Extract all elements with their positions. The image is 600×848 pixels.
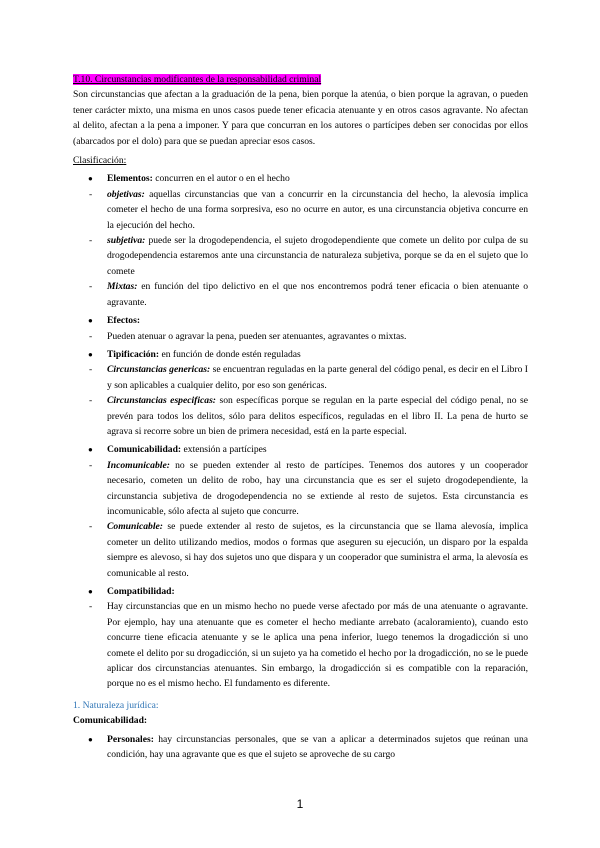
dash-icon: - [89, 601, 93, 613]
list-item [73, 458, 528, 520]
item-term: Comunicabilidad: [107, 444, 182, 456]
dash-icon: - [89, 330, 93, 342]
list-item [73, 442, 528, 457]
list-item [73, 584, 528, 599]
bullet-icon: ● [88, 174, 93, 184]
dash-icon: - [89, 188, 93, 200]
intro-paragraph: Son circunstancias que afectan a la graduación de la pena, bien porque la atenúa, o bien porque la agravan, o pueden tener carácter mixto, una misma en unos casos puede tener eficacia atenuante y en otros casos agravante. No afectan al delito, afectan a la pena a imponer. Y para que concurran en los autores o partícipes deben ser conocidas por ellos (abarcados por el dolo) para que se puedan apreciar esos casos. [73, 89, 528, 147]
item-term: Elementos: [107, 173, 153, 185]
item-text: no se pueden extender al resto de partícipes. Tenemos dos autores y un cooperador necesario, cometen un delito de robo, hay una circunstancia que es ser el sujeto drogodependiente, la circunstancia subjetiva de drogodependencia no se extiende al resto de sujetos. Esta circunstancia es incomunicable, sólo afecta al sujeto que concurre. [107, 459, 528, 517]
clasificacion-heading: Clasificación: [73, 155, 127, 167]
dash-icon: - [89, 395, 93, 407]
item-term: subjetiva: [107, 235, 146, 247]
page-number: 1 [296, 797, 304, 811]
list-item [73, 362, 528, 393]
list-item [73, 347, 528, 362]
dash-icon: - [89, 235, 93, 247]
list-item [73, 171, 528, 186]
bullet-icon: ● [88, 587, 93, 596]
item-term: Compatibilidad: [107, 586, 175, 597]
item-term: Circunstancias genericas: [107, 364, 211, 376]
classification-list [73, 171, 528, 691]
item-term: Efectos: [107, 315, 141, 327]
item-term: Incomunicable: [107, 459, 170, 471]
item-term: Personales: [107, 733, 154, 745]
item-text: en función del tipo delictivo en el que nos encontremos podrá tener eficacia o bien atenuante o agravante. [107, 281, 528, 308]
sub-heading: Comunicabilidad: [73, 715, 148, 727]
item-text: son específicas porque se regulan en la parte especial del código penal, no se prevén para todos los delitos, sólo para delitos específicos, reguladas en el libro II. La pena de hurto se agrava si recorre sobre un bien de primera necesidad, está en la parte especial. [107, 395, 528, 437]
item-text: Pueden atenuar o agravar la pena, pueden ser atenuantes, agravantes o mixtas. [107, 330, 407, 342]
item-term: objetivas: [107, 188, 145, 200]
bullet-icon: ● [88, 349, 93, 359]
list-item [73, 233, 528, 279]
list-item [73, 393, 528, 439]
bullet-icon: ● [88, 734, 93, 744]
item-text: en función de donde estén reguladas [159, 348, 301, 360]
dash-icon: - [89, 459, 93, 471]
bullet-icon: ● [88, 445, 93, 455]
item-text: se puede extender al resto de sujetos, es la circunstancia que se llama alevosía, implica cometer un delito utilizando medios, modos o formas que aseguren su ejecución, un disparo por la espalda siempre es alevoso, si hay dos sujetos uno que dispara y un cooperador que suministra el arma, la alevosía es comunicable al resto. [107, 521, 528, 579]
page-title [73, 72, 528, 87]
list-item [73, 599, 528, 691]
list-item [73, 187, 528, 233]
item-term: Circunstancias especificas: [107, 395, 216, 407]
item-text: aquellas circunstancias que van a concurrir en la circunstancia del hecho, la alevosía implica cometer el hecho de una forma sorpresiva, eso no ocurre en autor, es una circunstancia objetiva concurre en la ejecución del hecho. [107, 188, 528, 231]
item-term: Tipificación: [107, 348, 160, 360]
item-term: Comunicable: [107, 521, 163, 533]
dash-icon: - [89, 281, 93, 293]
item-text: extensión a partícipes [181, 444, 267, 456]
item-text: hay circunstancias personales, que se van a aplicar a determinados sujetos que reúnan una condición, hay una agravante que es que el sujeto se aproveche de su cargo [107, 733, 528, 761]
section-heading: 1. Naturaleza jurídica: [73, 699, 159, 711]
dash-icon: - [89, 364, 93, 376]
item-text: concurren en el autor o en el hecho [152, 173, 290, 185]
item-text: se encuentran reguladas en la parte general del código penal, es decir en el Libro I y son aplicables a cualquier delito, por eso son genéricas. [107, 364, 528, 391]
title-highlight: T.10. Circunstancias modificantes de la responsabilidad criminal [73, 74, 322, 85]
list-item [73, 313, 528, 328]
dash-icon: - [89, 521, 93, 533]
item-text: Hay circunstancias que en un mismo hecho no puede verse afectado por más de una atenuante o agravante. Por ejemplo, hay una atenuante que es cometer el hecho mediante arrebato (acaloramiento), cuando esto concurre tiene eficacia atenuante y se le aplica una pena inferior, luego tenemos la drogadicción si uno comete el delito por su drogadicción, si un sujeto ya ha cometido el hecho por la drogadicción, no se le puede aplicar dos circunstancias atenuantes. Sin embargo, la drogadicción si es compatible con la reparación, porque no es el mismo hecho. El fundamento es diferente. [107, 601, 528, 690]
list-item [73, 279, 528, 310]
item-term: Mixtas: [107, 281, 138, 293]
document-page [73, 72, 528, 762]
list-item [73, 732, 528, 763]
item-text: puede ser la drogodependencia, el sujeto drogodependiente que comete un delito por culpa de su drogodependencia estaremos ante una circunstancia de naturaleza subjetiva, porque se da en el sujeto que lo comete [107, 235, 528, 277]
bullet-icon: ● [88, 316, 93, 326]
list-item [73, 519, 528, 581]
naturaleza-list [73, 732, 528, 763]
list-item [73, 329, 528, 344]
